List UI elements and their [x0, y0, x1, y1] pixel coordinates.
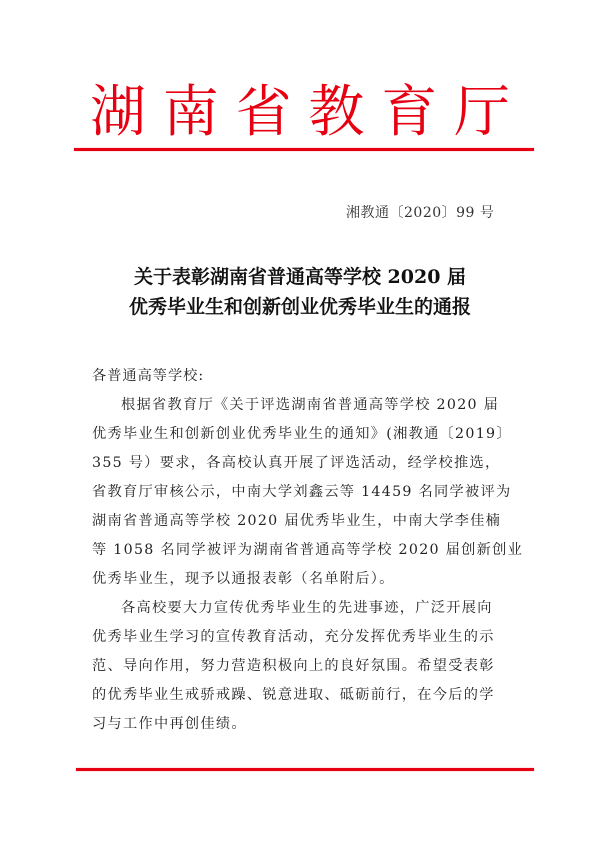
paragraph-line: 湖南省普通高等学校 2020 届优秀毕业生，中南大学李佳楠: [92, 513, 502, 529]
masthead-char: 湖: [90, 80, 146, 145]
paragraph-line: 优秀毕业生和创新创业优秀毕业生的通知》(湘教通〔2019〕: [92, 426, 512, 442]
red-footer-divider: [76, 768, 534, 771]
paragraph-1: [92, 391, 524, 594]
masthead-char: 省: [235, 80, 292, 145]
paragraph-line: 的优秀毕业生戒骄戒躁、锐意进取、砥砺前行，在今后的学: [92, 687, 495, 703]
title-line-2: 优秀毕业生和创新创业优秀毕业生的通报: [128, 296, 471, 318]
salutation: 各普通高等学校:: [92, 368, 205, 384]
masthead-issuer-name: [60, 78, 540, 148]
paragraph-line: 355 号）要求，各高校认真开展了评选活动，经学校推选，: [92, 455, 501, 471]
document-body: [92, 362, 524, 739]
document-number: 湘教通〔2020〕99 号: [346, 205, 495, 221]
paragraph-line: 省教育厅审核公示，中南大学刘鑫云等 14459 名同学被评为: [92, 484, 512, 500]
paragraph-line: 各高校要大力宣传优秀毕业生的先进事迹，广泛开展向: [121, 600, 493, 616]
red-header-divider: [74, 148, 534, 151]
paragraph-line: 优秀毕业生学习的宣传教育活动，充分发挥优秀毕业生的示: [92, 629, 495, 645]
paragraph-line: 习与工作中再创佳绩。: [92, 716, 247, 732]
paragraph-2: [92, 594, 520, 739]
masthead-char: 育: [381, 80, 438, 145]
paragraph-line: 优秀毕业生，现予以通报表彰（名单附后）。: [92, 571, 395, 587]
paragraph-line: 等 1058 名同学被评为湖南省普通高等学校 2020 届创新创业: [92, 542, 524, 558]
document-title: [80, 262, 520, 322]
masthead-char: 南: [162, 80, 219, 145]
masthead-char: 教: [308, 80, 365, 145]
paragraph-line: 范、导向作用，努力营造积极向上的良好氛围。希望受表彰: [92, 658, 495, 674]
paragraph-line: 根据省教育厅《关于评选湖南省普通高等学校 2020 届: [121, 397, 500, 413]
title-line-1: 关于表彰湖南省普通高等学校 2020 届: [133, 266, 467, 288]
masthead-char: 厅: [453, 80, 510, 145]
